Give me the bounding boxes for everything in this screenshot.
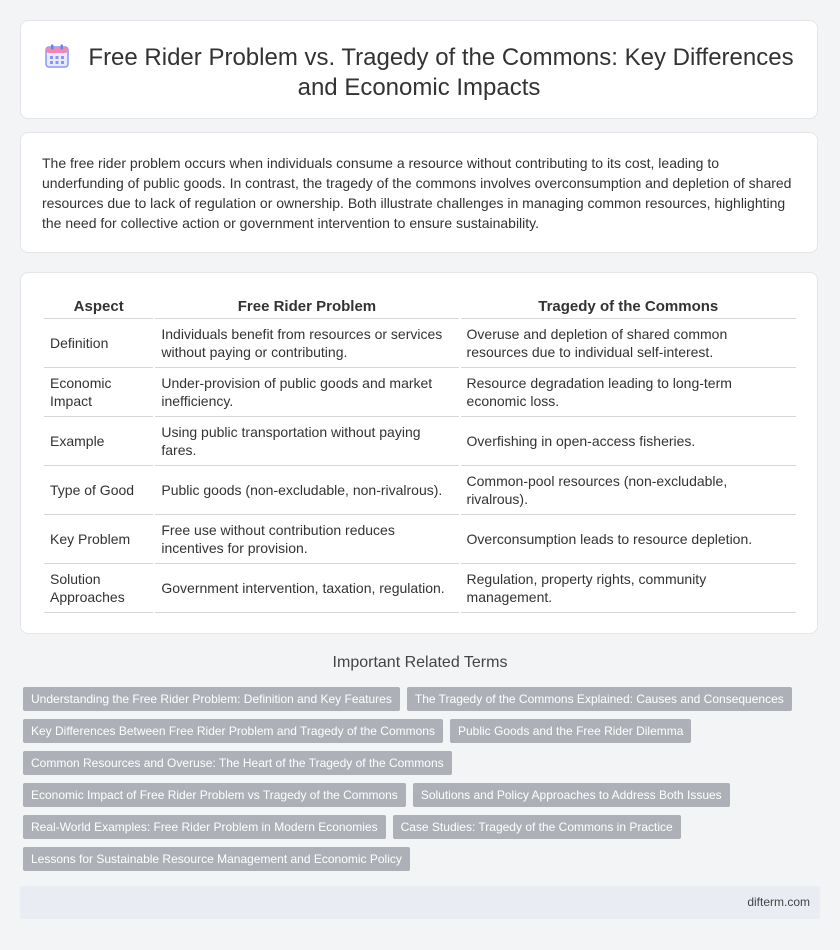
calendar-icon	[44, 43, 70, 69]
related-term-link[interactable]: Real-World Examples: Free Rider Problem in Modern Economies	[23, 815, 386, 839]
cell-free-rider: Government intervention, taxation, regulation.	[155, 564, 458, 613]
table-header-row	[44, 295, 796, 319]
cell-aspect: Type of Good	[44, 466, 153, 515]
header-free-rider: Free Rider Problem	[155, 295, 458, 319]
table-row	[44, 466, 796, 515]
related-term-link[interactable]: Understanding the Free Rider Problem: Definition and Key Features	[23, 687, 400, 711]
intro-card	[20, 132, 818, 253]
intro-paragraph: The free rider problem occurs when individuals consume a resource without contributing to its cost, leading to underfunding of public goods. In contrast, the tragedy of the commons involves overconsumption and depletion of shared resources due to lack of regulation or ownership. Both illustrate challenges in managing common resources, highlighting the need for collective action or government intervention to ensure sustainability.	[42, 155, 792, 231]
cell-free-rider: Free use without contribution reduces incentives for provision.	[155, 515, 458, 564]
page-title-text: Free Rider Problem vs. Tragedy of the Commons: Key Differences and Economic Impacts	[88, 44, 794, 101]
cell-tragedy: Overconsumption leads to resource depletion.	[461, 515, 796, 564]
cell-aspect: Solution Approaches	[44, 564, 153, 613]
related-term-link[interactable]: Lessons for Sustainable Resource Management and Economic Policy	[23, 847, 410, 871]
footer-bar	[20, 886, 820, 919]
related-term-link[interactable]: Public Goods and the Free Rider Dilemma	[450, 719, 691, 743]
header-card	[20, 20, 818, 119]
cell-free-rider: Under-provision of public goods and market inefficiency.	[155, 368, 458, 417]
cell-tragedy: Overuse and depletion of shared common resources due to individual self-interest.	[461, 319, 796, 368]
related-term-link[interactable]: Key Differences Between Free Rider Problem and Tragedy of the Commons	[23, 719, 443, 743]
table-row	[44, 515, 796, 564]
table-row	[44, 417, 796, 466]
related-term-link[interactable]: Case Studies: Tragedy of the Commons in Practice	[393, 815, 681, 839]
related-term-link[interactable]: Common Resources and Overuse: The Heart of the Tragedy of the Commons	[23, 751, 452, 775]
comparison-table	[42, 295, 798, 613]
header-aspect: Aspect	[44, 295, 153, 319]
cell-tragedy: Overfishing in open-access fisheries.	[461, 417, 796, 466]
related-term-link[interactable]: Economic Impact of Free Rider Problem vs Tragedy of the Commons	[23, 783, 406, 807]
cell-free-rider: Using public transportation without paying fares.	[155, 417, 458, 466]
related-terms-heading: Important Related Terms	[332, 654, 508, 671]
comparison-card	[20, 272, 818, 634]
cell-aspect: Example	[44, 417, 153, 466]
site-link[interactable]: difterm.com	[747, 895, 810, 909]
cell-tragedy: Regulation, property rights, community management.	[461, 564, 796, 613]
cell-free-rider: Public goods (non-excludable, non-rivalrous).	[155, 466, 458, 515]
table-row	[44, 368, 796, 417]
related-terms-list	[23, 687, 813, 879]
table-row	[44, 319, 796, 368]
related-term-link[interactable]: The Tragedy of the Commons Explained: Causes and Consequences	[407, 687, 792, 711]
cell-aspect: Definition	[44, 319, 153, 368]
header-tragedy: Tragedy of the Commons	[461, 295, 796, 319]
related-term-link[interactable]: Solutions and Policy Approaches to Address Both Issues	[413, 783, 730, 807]
cell-tragedy: Resource degradation leading to long-term economic loss.	[461, 368, 796, 417]
cell-aspect: Key Problem	[44, 515, 153, 564]
cell-tragedy: Common-pool resources (non-excludable, rivalrous).	[461, 466, 796, 515]
cell-free-rider: Individuals benefit from resources or services without paying or contributing.	[155, 319, 458, 368]
page-title	[21, 43, 817, 103]
cell-aspect: Economic Impact	[44, 368, 153, 417]
table-row	[44, 564, 796, 613]
